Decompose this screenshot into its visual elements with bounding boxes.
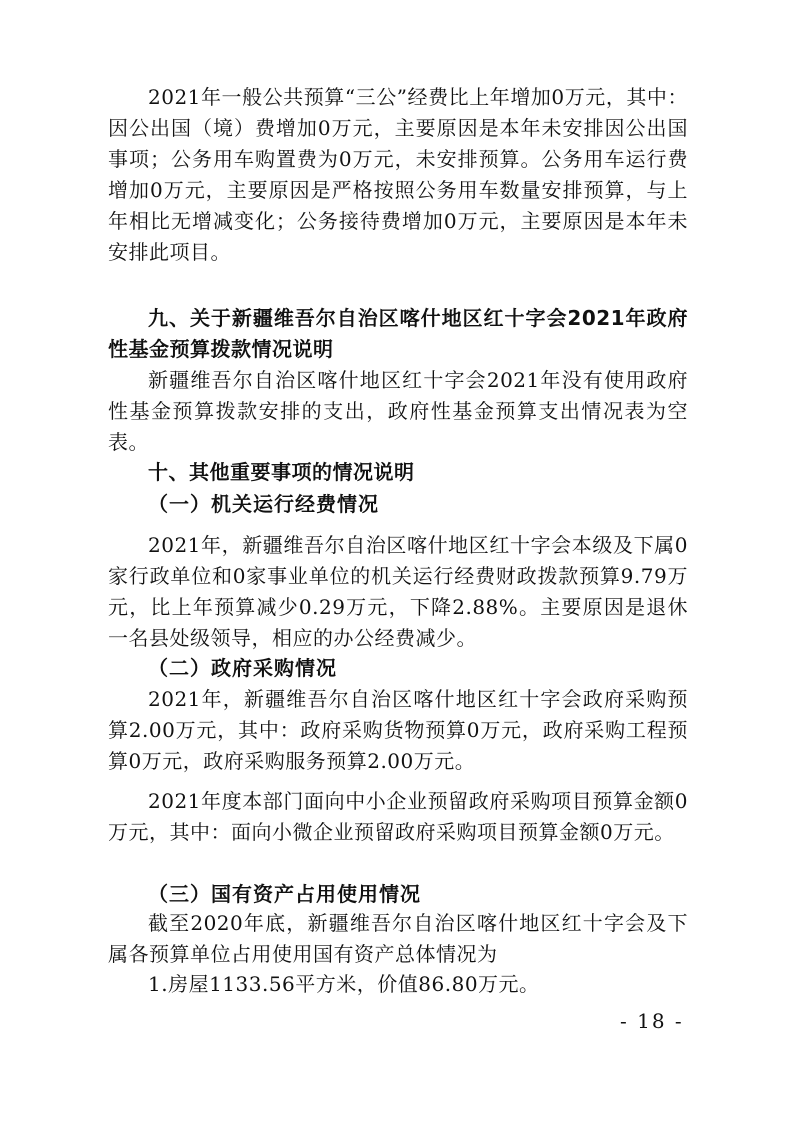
paragraph-government-fund: 新疆维吾尔自治区喀什地区红十字会2021年没有使用政府性基金预算拨款安排的支出，政府性基金预算支出情况表为空表。 (108, 368, 688, 454)
paragraph-operating-expenses: 2021年，新疆维吾尔自治区喀什地区红十字会本级及下属0家行政单位和0家事业单位的机关运行经费财政拨款预算9.79万元，比上年预算减少0.29万元，下降2.88%。主要原因是退休一名县处级领导，相应的办公经费减少。 (108, 533, 688, 650)
paragraph-housing-assets: 1.房屋1133.56平方米，价值86.80万元。 (148, 972, 540, 996)
section-heading-ten: 十、其他重要事项的情况说明 (148, 460, 415, 484)
section-heading-nine: 九、关于新疆维吾尔自治区喀什地区红十字会2021年政府性基金预算拨款情况说明 (108, 306, 688, 361)
paragraph-sme-procurement: 2021年度本部门面向中小企业预留政府采购项目预算金额0万元，其中：面向小微企业预留政府采购项目预算金额0万元。 (108, 789, 688, 844)
page-number: - 18 - (620, 1009, 684, 1033)
paragraph-state-assets: 截至2020年底，新疆维吾尔自治区喀什地区红十字会及下属各预算单位占用使用国有资产总体情况为 (108, 911, 688, 966)
subheading-operating-expenses: （一）机关运行经费情况 (148, 492, 379, 516)
subheading-government-procurement: （二）政府采购情况 (148, 656, 337, 680)
paragraph-three-public-expenses: 2021年一般公共预算“三公”经费比上年增加0万元，其中：因公出国（境）费增加0万元，主要原因是本年未安排因公出国事项；公务用车购置费为0万元，未安排预算。公务用车运行费增加0万元，主要原因是严格按照公务用车数量安排预算，与上年相比无增减变化；公务接待费增加0万元，主要原因是本年未安排此项目。 (108, 85, 688, 264)
subheading-state-assets: （三）国有资产占用使用情况 (148, 882, 421, 906)
paragraph-government-procurement: 2021年，新疆维吾尔自治区喀什地区红十字会政府采购预算2.00万元，其中：政府采购货物预算0万元，政府采购工程预算0万元，政府采购服务预算2.00万元。 (108, 687, 688, 773)
